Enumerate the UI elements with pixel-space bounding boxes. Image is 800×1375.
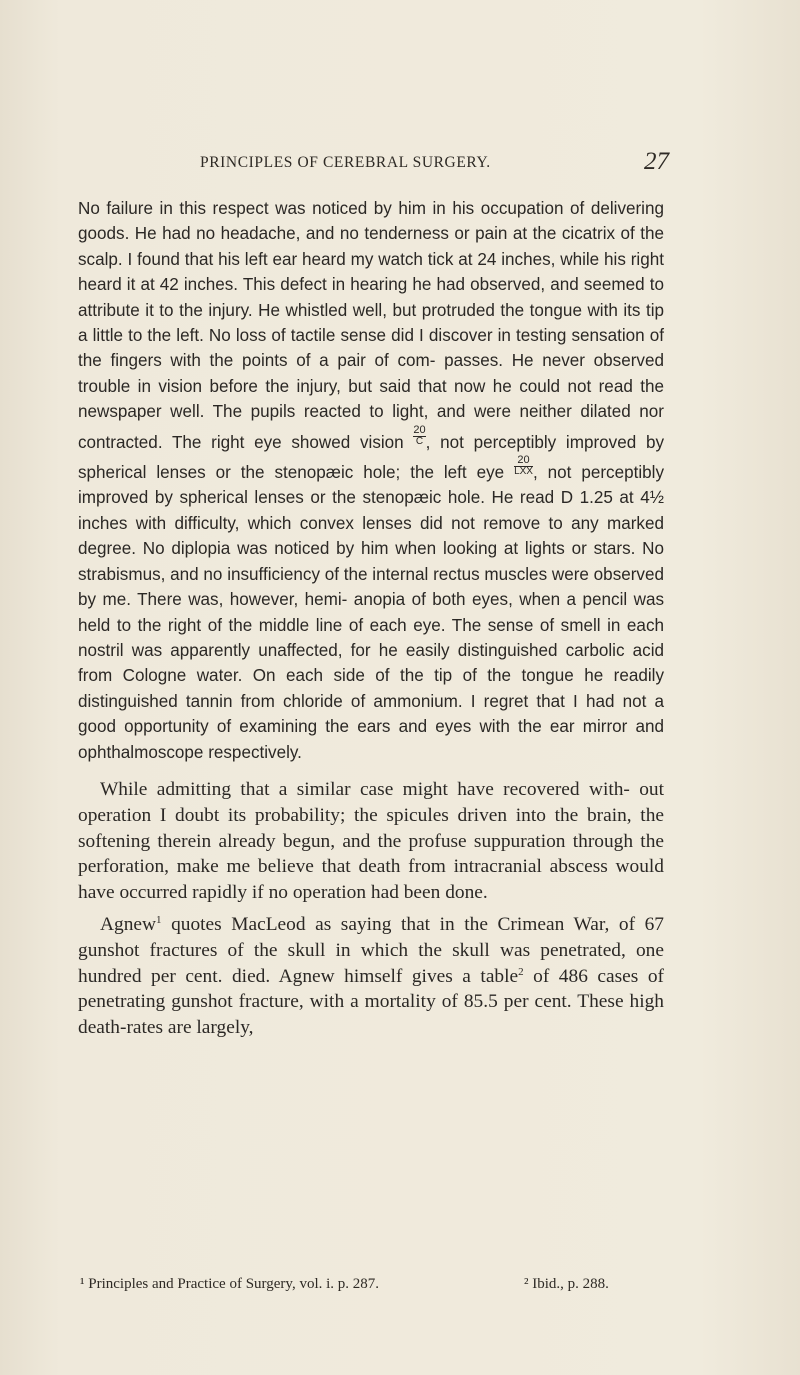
paragraph-case-observations	[78, 196, 664, 765]
footnote-ref-2: 2	[518, 965, 524, 978]
paragraph-operation-argument: While admitting that a similar case might have recovered with- out operation I doubt its probability; the spicules driven into the brain, the softening therein already begun, and the profuse suppuration through the perforation, make me believe that death from intracranial abscess would have occurred rapidly if no operation had been done.	[78, 778, 664, 904]
vision-fraction-left-eye: $\frac{20}{\text{LXX}}$	[514, 454, 533, 478]
vision-fraction-right-eye: $\frac{20}{C}$	[413, 423, 426, 447]
running-title: PRINCIPLES OF CEREBRAL SURGERY.	[200, 154, 491, 171]
footnote-2: ² Ibid., p. 288.	[524, 1276, 609, 1292]
footnote-1: ¹ Principles and Practice of Surgery, vol. i. p. 287.	[80, 1276, 380, 1292]
para1-part3: , not perceptibly improved by spherical lenses or the stenopæic hole. He read D 1.25 at 4½ inches with difficulty, which convex lenses did not remove to any marked degree. No diplopia was noticed by him when looking at lights or stars. No strabismus, and no insufficiency of the internal rectus muscles were observed by me. There was, however, hemi- anopia of both eyes, when a pencil was held to the right of the middle line of each eye. The sense of smell in each nostril was apparently unaffected, for he easily distinguished carbolic acid from Cologne water. On each side of the tip of the tongue he readily distinguished tannin from chloride of ammonium. I regret that I had not a good opportunity of examining the ears and eyes with the ear mirror and ophthalmoscope respectively.	[78, 463, 664, 762]
page-number: 27	[644, 148, 669, 175]
footnotes	[80, 1276, 680, 1298]
running-head	[0, 148, 800, 178]
footnote-ref-1: 1	[156, 913, 162, 926]
para1-part2: , not perceptibly improved by spherical lenses or the stenopæic hole; the left eye	[78, 432, 664, 483]
paragraph-agnew-statistics: Agnew$^1$ quotes MacLeod as saying that in the Crimean War, of 67 gunshot fractures of the skull in which the skull was penetrated, one hundred per cent. died. Agnew himself gives a table$^2$ of 486 cases of penetrating gunshot fracture, with a mortality of 85.5 per cent. These high death-rates are largely,	[78, 913, 664, 1039]
body-text	[78, 196, 664, 1041]
para1-part1: No failure in this respect was noticed by him in his occupation of delivering goods. He had no headache, and no tenderness or pain at the cicatrix of the scalp. I found that his left ear heard my watch tick at 24 inches, while his right heard it at 42 inches. This defect in hearing he had observed, and seemed to attribute it to the injury. He whistled well, but protruded the tongue with its tip a little to the left. No loss of tactile sense did I discover in testing sensation of the fingers with the points of a pair of com- passes. He never observed trouble in vision before the injury, but said that now he could not read the newspaper well. The pupils reacted to light, and were neither dilated nor contracted. The right eye showed vision	[78, 199, 664, 452]
